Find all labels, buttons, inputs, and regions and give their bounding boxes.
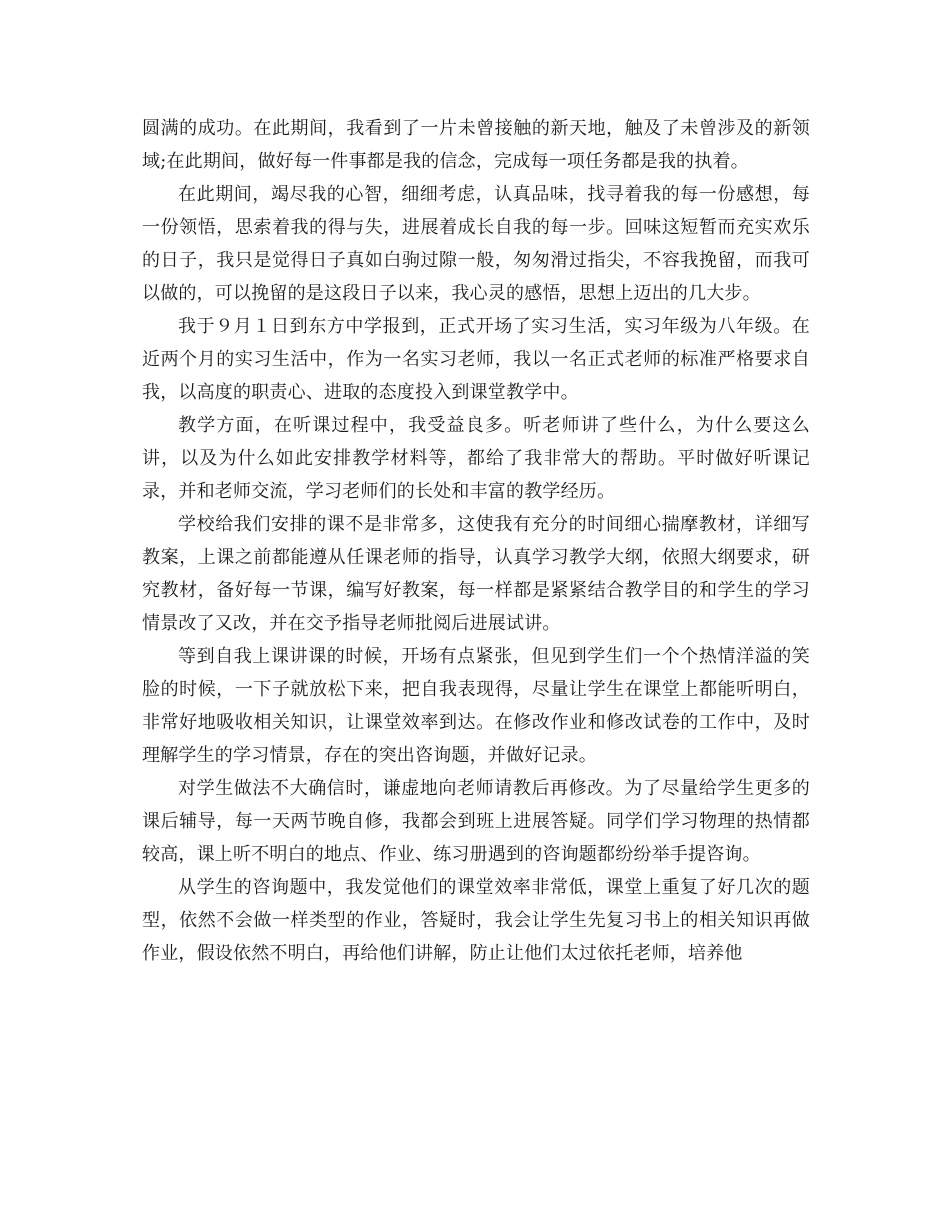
paragraph: 我于９月１日到东方中学报到，正式开场了实习生活，实习年级为八年级。在近两个月的实习生活中，作为一名实习老师，我以一名正式老师的标准严格要求自我，以高度的职责心、进取的态度投入到课堂教学中。	[142, 316, 810, 403]
paragraph: 从学生的咨询题中，我发觉他们的课堂效率非常低，课堂上重复了好几次的题型，依然不会做一样类型的作业，答疑时，我会让学生先复习书上的相关知识再做作业，假设依然不明白，再给他们讲解，防止让他们太过依托老师，培养他	[142, 877, 810, 964]
paragraph: 学校给我们安排的课不是非常多，这使我有充分的时间细心揣摩教材，详细写教案，上课之前都能遵从任课老师的指导，认真学习教学大纲，依照大纲要求，研究教材，备好每一节课，编写好教案，每一样都是紧紧结合教学目的和学生的学习情景改了又改，并在交予指导老师批阅后进展试讲。	[142, 514, 810, 634]
document-body	[142, 112, 810, 970]
paragraph: 对学生做法不大确信时，谦虚地向老师请教后再修改。为了尽量给学生更多的课后辅导，每一天两节晚自修，我都会到班上进展答疑。同学们学习物理的热情都较高，课上听不明白的地点、作业、练习册遇到的咨询题都纷纷举手提咨询。	[142, 778, 810, 865]
paragraph: 等到自我上课讲课的时候，开场有点紧张，但见到学生们一个个热情洋溢的笑脸的时候，一下子就放松下来，把自我表现得，尽量让学生在课堂上都能听明白，非常好地吸收相关知识，让课堂效率到达。在修改作业和修改试卷的工作中，及时理解学生的学习情景，存在的突出咨询题，并做好记录。	[142, 646, 810, 766]
paragraph: 在此期间，竭尽我的心智，细细考虑，认真品味，找寻着我的每一份感想，每一份领悟，思索着我的得与失，进展着成长自我的每一步。回味这短暂而充实欢乐的日子，我只是觉得日子真如白驹过隙一般，匆匆滑过指尖，不容我挽留，而我可以做的，可以挽留的是这段日子以来，我心灵的感悟，思想上迈出的几大步。	[142, 184, 810, 304]
paragraph-continuation: 圆满的成功。在此期间，我看到了一片未曾接触的新天地，触及了未曾涉及的新领域;在此期间，做好每一件事都是我的信念，完成每一项任务都是我的执着。	[142, 118, 810, 172]
paragraph: 教学方面，在听课过程中，我受益良多。听老师讲了些什么，为什么要这么讲，以及为什么如此安排教学材料等，都给了我非常大的帮助。平时做好听课记录，并和老师交流，学习老师们的长处和丰富的教学经历。	[142, 415, 810, 502]
